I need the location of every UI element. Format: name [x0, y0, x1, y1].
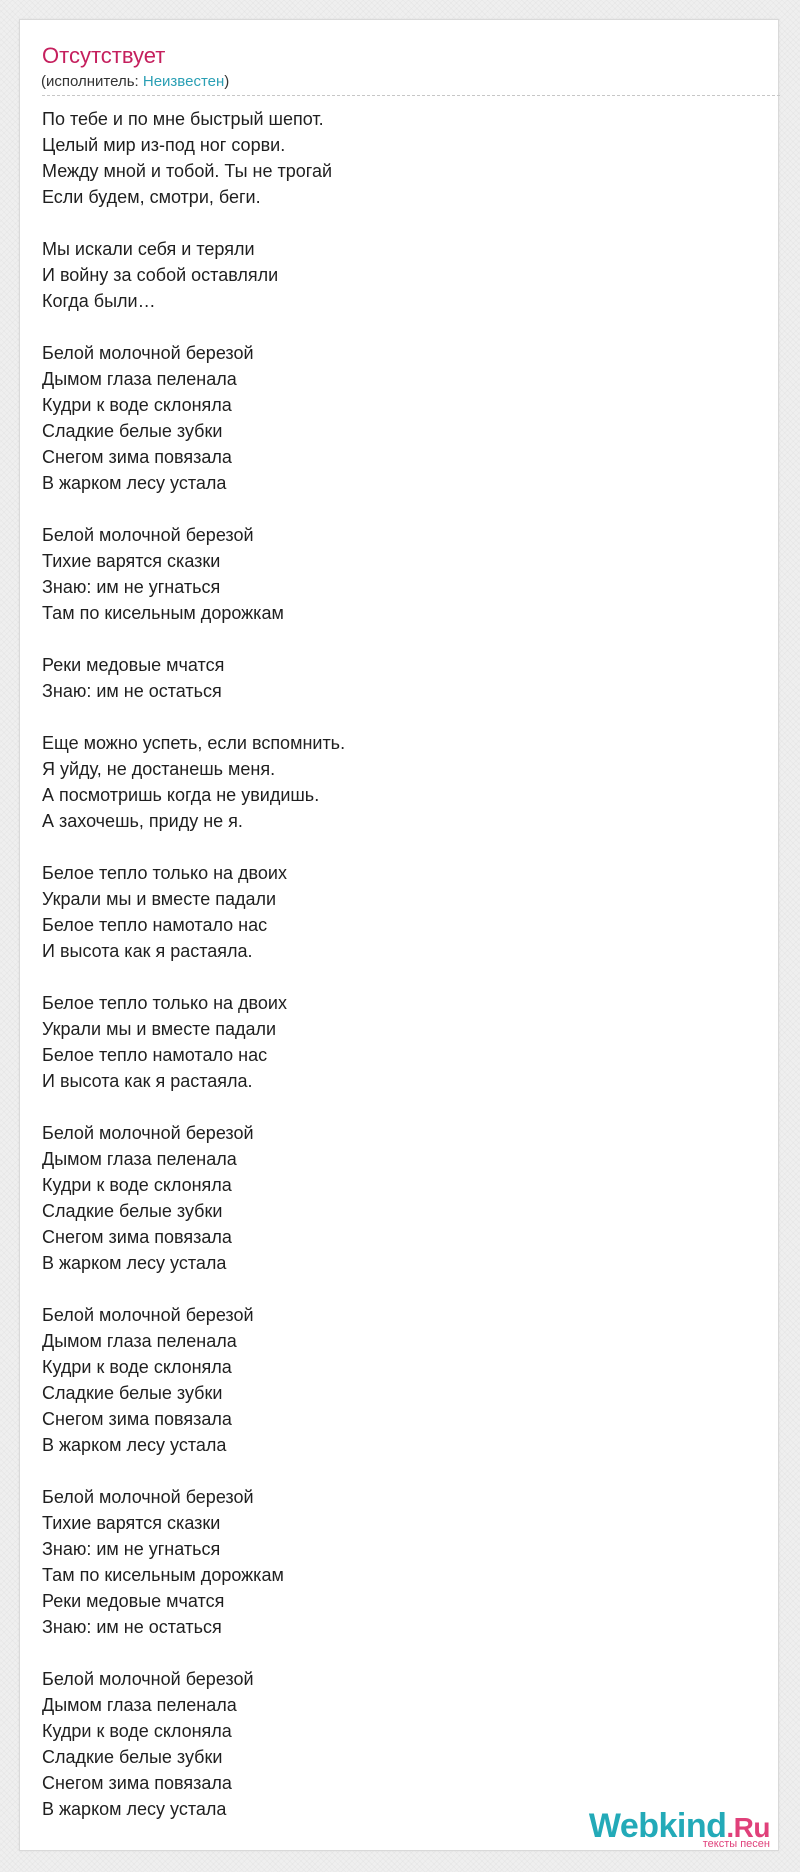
- lyrics-stanza: [42, 1120, 742, 1276]
- brand-tagline: тексты песен: [702, 1838, 770, 1850]
- lyric-line: Кудри к воде склоняла: [42, 1721, 232, 1741]
- lyric-line: Белой молочной березой: [42, 525, 254, 545]
- lyrics-stanza: [42, 652, 742, 704]
- lyric-line: Снегом зима повязала: [42, 1227, 232, 1247]
- lyric-line: Белой молочной березой: [42, 1487, 254, 1507]
- lyric-line: В жарком лесу устала: [42, 1799, 227, 1819]
- lyric-line: Сладкие белые зубки: [42, 1747, 223, 1767]
- lyrics-stanza: [42, 730, 742, 834]
- artist-link[interactable]: Неизвестен: [142, 73, 225, 90]
- lyrics-stanza: [42, 1302, 742, 1458]
- lyric-line: Белое тепло только на двоих: [42, 863, 287, 883]
- lyric-line: Мы искали себя и теряли: [42, 239, 255, 259]
- lyrics-card: [19, 19, 779, 1851]
- lyric-line: Я уйду, не достанешь меня.: [42, 759, 276, 779]
- lyric-line: В жарком лесу устала: [42, 473, 227, 493]
- lyric-line: Реки медовые мчатся: [42, 655, 225, 675]
- lyric-line: Между мной и тобой. Ты не трогай: [42, 161, 333, 181]
- header-divider: [42, 95, 780, 96]
- lyric-line: Еще можно успеть, если вспомнить.: [42, 733, 346, 753]
- lyric-line: Дымом глаза пеленала: [42, 1695, 237, 1715]
- lyrics-stanza: [42, 860, 742, 964]
- lyric-line: И высота как я растаяла.: [42, 1071, 253, 1091]
- lyric-line: Дымом глаза пеленала: [42, 369, 237, 389]
- lyric-line: Белой молочной березой: [42, 1669, 254, 1689]
- lyric-line: Белой молочной березой: [42, 343, 254, 363]
- lyric-line: Белое тепло только на двоих: [42, 993, 287, 1013]
- lyric-line: По тебе и по мне быстрый шепот.: [42, 109, 324, 129]
- artist-prefix: (исполнитель:: [41, 73, 143, 90]
- lyric-line: Кудри к воде склоняла: [42, 1175, 232, 1195]
- song-title: Отсутствует: [42, 43, 166, 68]
- lyrics-stanza: [42, 106, 742, 210]
- lyric-line: В жарком лесу устала: [42, 1253, 227, 1273]
- lyric-line: В жарком лесу устала: [42, 1435, 227, 1455]
- artist-line: [41, 72, 229, 92]
- lyric-line: Целый мир из-под ног сорви.: [42, 135, 286, 155]
- lyric-line: И войну за собой оставляли: [42, 265, 279, 285]
- lyric-line: Там по кисельным дорожкам: [42, 603, 284, 623]
- lyric-line: Украли мы и вместе падали: [42, 1019, 277, 1039]
- lyric-line: Знаю: им не остаться: [42, 1617, 222, 1637]
- lyrics-stanza: [42, 1666, 742, 1822]
- lyric-line: Знаю: им не остаться: [42, 681, 222, 701]
- brand-tld: .Ru: [726, 1812, 770, 1843]
- lyric-line: Белое тепло намотало нас: [42, 1045, 268, 1065]
- lyrics-stanza: [42, 990, 742, 1094]
- lyric-line: Белой молочной березой: [42, 1305, 254, 1325]
- lyric-line: Украли мы и вместе падали: [42, 889, 277, 909]
- lyric-line: Снегом зима повязала: [42, 1409, 232, 1429]
- lyric-line: Если будем, смотри, беги.: [42, 187, 261, 207]
- lyric-line: Сладкие белые зубки: [42, 421, 223, 441]
- lyric-line: И высота как я растаяла.: [42, 941, 253, 961]
- lyric-line: Снегом зима повязала: [42, 447, 232, 467]
- lyrics-stanza: [42, 340, 742, 496]
- brand-name: Webkind: [588, 1807, 727, 1845]
- lyric-line: Снегом зима повязала: [42, 1773, 232, 1793]
- lyric-line: Там по кисельным дорожкам: [42, 1565, 284, 1585]
- artist-suffix: ): [224, 73, 230, 90]
- lyric-line: Кудри к воде склоняла: [42, 1357, 232, 1377]
- site-logo[interactable]: [588, 1807, 770, 1850]
- lyric-line: Белое тепло намотало нас: [42, 915, 268, 935]
- lyric-line: Сладкие белые зубки: [42, 1201, 223, 1221]
- lyric-line: Тихие варятся сказки: [42, 1513, 221, 1533]
- lyric-line: А посмотришь когда не увидишь.: [42, 785, 320, 805]
- lyric-line: Реки медовые мчатся: [42, 1591, 225, 1611]
- lyric-line: А захочешь, приду не я.: [42, 811, 243, 831]
- lyrics-stanza: [42, 1484, 742, 1640]
- lyric-line: Когда были…: [42, 291, 156, 311]
- lyric-line: Кудри к воде склоняла: [42, 395, 232, 415]
- lyric-line: Дымом глаза пеленала: [42, 1149, 237, 1169]
- lyric-line: Дымом глаза пеленала: [42, 1331, 237, 1351]
- lyric-line: Знаю: им не угнаться: [42, 577, 221, 597]
- lyrics-stanza: [42, 522, 742, 626]
- lyrics-text: [42, 106, 742, 1848]
- lyric-line: Тихие варятся сказки: [42, 551, 221, 571]
- lyric-line: Белой молочной березой: [42, 1123, 254, 1143]
- lyrics-stanza: [42, 236, 742, 314]
- lyric-line: Знаю: им не угнаться: [42, 1539, 221, 1559]
- lyric-line: Сладкие белые зубки: [42, 1383, 223, 1403]
